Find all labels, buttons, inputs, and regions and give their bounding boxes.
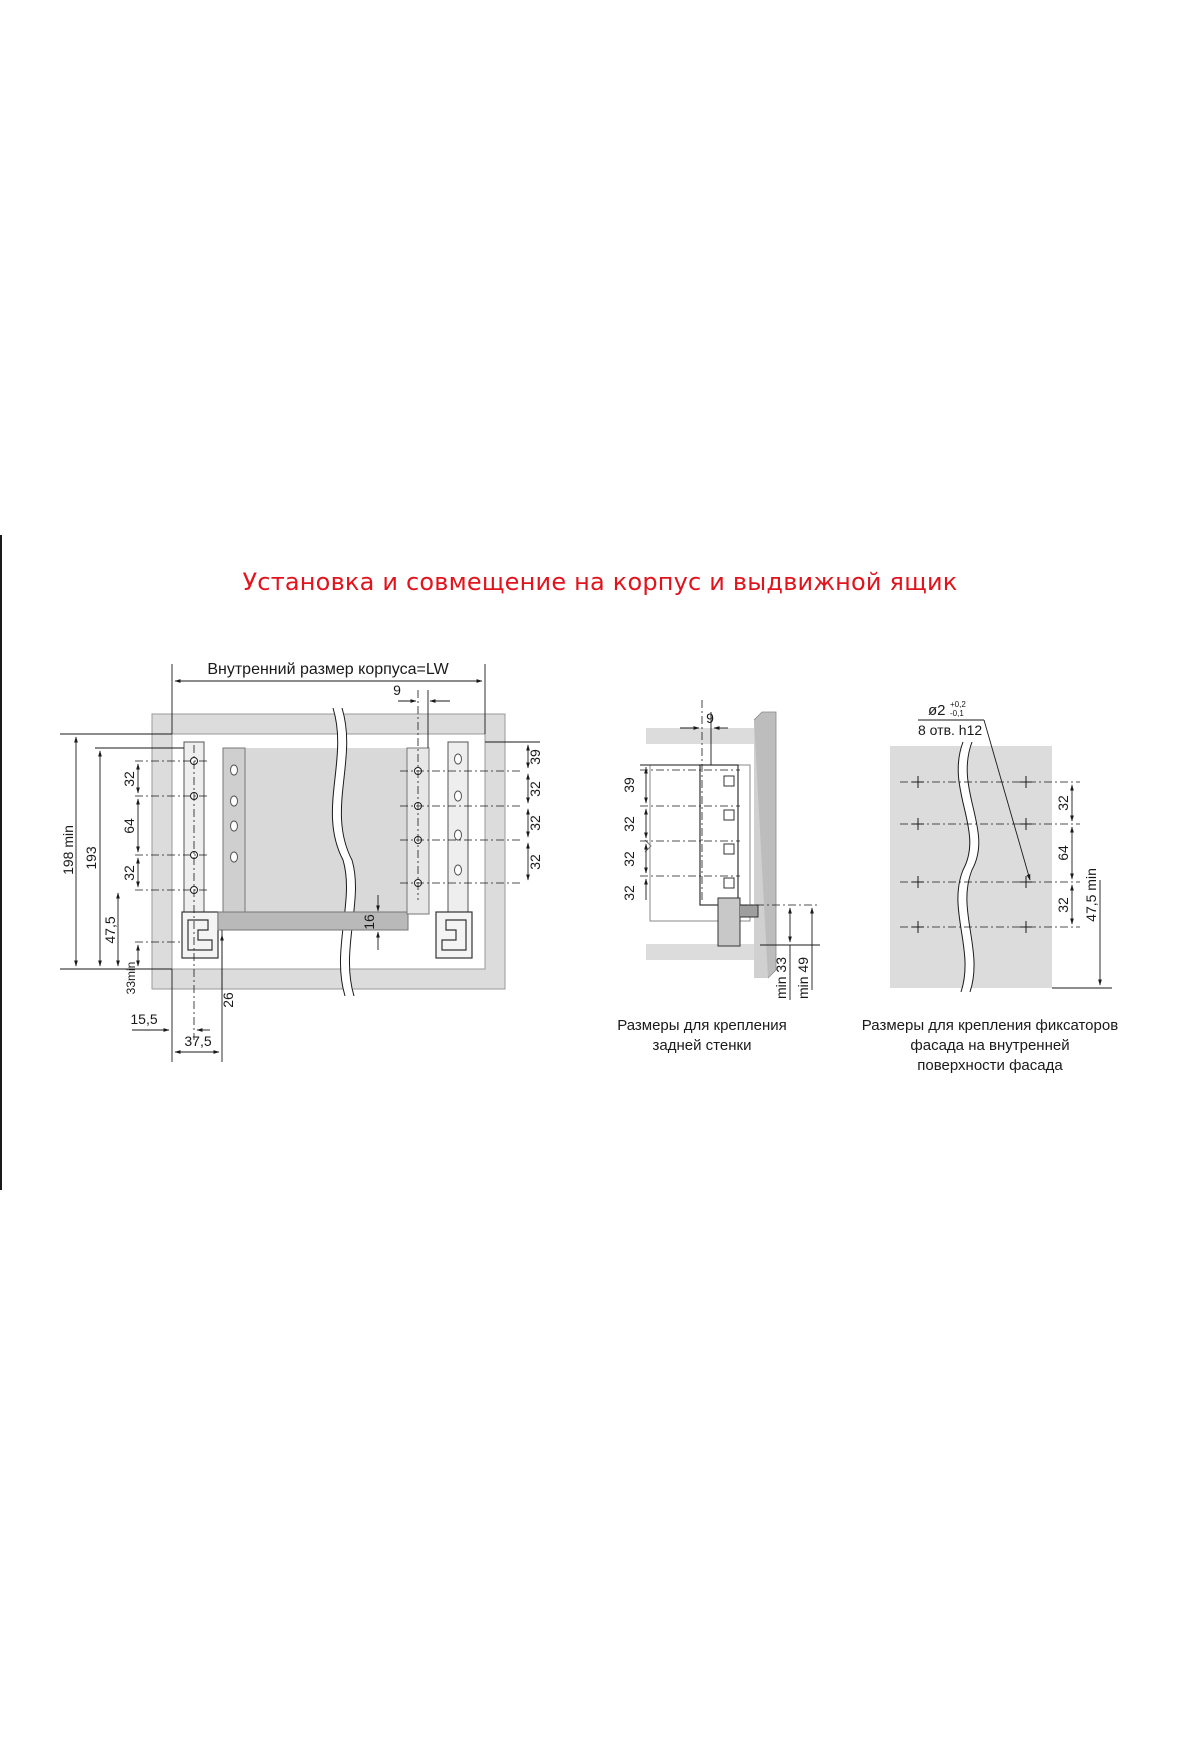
hole-tolerance-minus: -0,1: [950, 709, 964, 718]
bw-dim-min49: min 49: [795, 956, 811, 1000]
top-shelf: [646, 728, 754, 744]
fp-caption-line3: поверхности фасада: [917, 1057, 1063, 1074]
dim-47-5: 47,5: [102, 916, 118, 944]
dim-16: 16: [361, 914, 377, 930]
bw-dim-32-b: 32: [621, 851, 637, 867]
bw-dim-9: 9: [706, 710, 714, 726]
dim-26: 26: [220, 992, 236, 1008]
dim-64: 64: [121, 818, 137, 834]
page-title: Установка и совмещение на корпус и выдвижной ящик: [242, 568, 958, 596]
view-back-wall: [617, 700, 820, 1054]
hole-count: 8 отв. h12: [918, 722, 983, 738]
drawer-bottom: [218, 912, 408, 930]
view-cabinet-front: [60, 661, 543, 1062]
dim-right-32-b: 32: [527, 815, 543, 831]
bw-dim-32-c: 32: [621, 885, 637, 901]
hole-diameter: ø2: [928, 702, 946, 719]
bw-dim-39: 39: [621, 777, 637, 793]
fp-dim-47-5min: 47,5 min: [1083, 868, 1099, 922]
bw-caption-line2: задней стенки: [652, 1037, 752, 1054]
dim-32-top: 32: [121, 771, 137, 787]
dim-right-32-c: 32: [527, 854, 543, 870]
dim-198min: 198 min: [60, 825, 76, 875]
dim-32-low: 32: [121, 865, 137, 881]
dim-33min: 33min: [124, 961, 138, 995]
dim-15-5: 15,5: [130, 1011, 158, 1027]
dim-37-5: 37,5: [184, 1033, 212, 1049]
bw-dim-32-a: 32: [621, 816, 637, 832]
view-front-panel: [862, 700, 1118, 1074]
fp-dim-32-b: 32: [1055, 897, 1071, 913]
fp-caption-line2: фасада на внутренней: [910, 1037, 1070, 1054]
dim-9: 9: [393, 682, 401, 698]
width-label: Внутренний размер корпуса=LW: [207, 661, 449, 678]
dim-right-32-a: 32: [527, 781, 543, 797]
drawer-back-panel: [230, 748, 410, 914]
dim-right-39: 39: [527, 749, 543, 765]
bw-dim-min33: min 33: [773, 956, 789, 1000]
hole-tolerance-plus: +0,2: [950, 700, 966, 709]
fp-dim-64: 64: [1055, 845, 1071, 861]
fp-dim-32-a: 32: [1055, 795, 1071, 811]
runner-right: [448, 742, 468, 914]
dim-193: 193: [83, 846, 99, 870]
fp-caption-line1: Размеры для крепления фиксаторов: [861, 1017, 1119, 1034]
rear-hook: [718, 898, 740, 946]
bw-caption-line1: Размеры для крепления: [617, 1017, 787, 1034]
